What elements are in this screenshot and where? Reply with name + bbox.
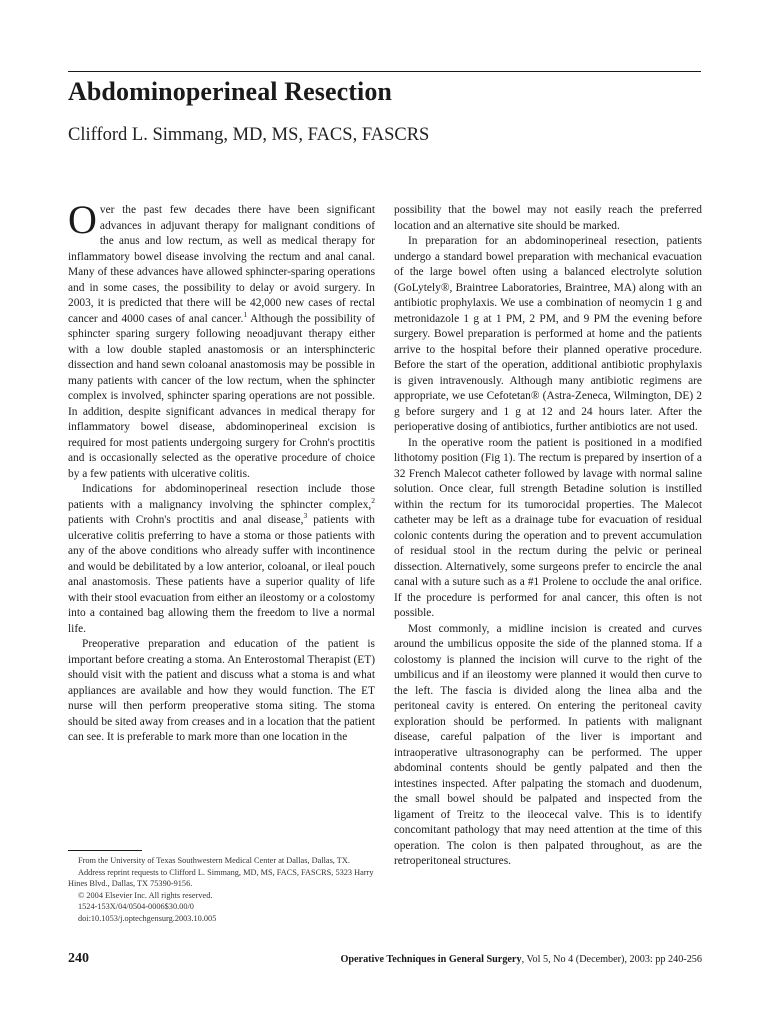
- text-run: Indications for abdominoperineal resection include those patients with a malignancy involving the sphincter complex,: [68, 483, 375, 511]
- paragraph-continuation: possibility that the bowel may not easily reach the preferred location and an alternative site should be marked.: [394, 204, 702, 232]
- citation-ref: 3: [303, 511, 308, 521]
- journal-citation: [340, 954, 702, 965]
- footnote-reprint: Address reprint requests to Clifford L. Simmang, MD, MS, FACS, FASCRS, 5323 Harry Hines Blvd., Dallas, TX 75390-9156.: [68, 867, 374, 889]
- time-pm: PM: [505, 312, 523, 325]
- text-run: patients with Crohn's proctitis and anal disease,: [68, 514, 304, 526]
- footnote-affiliation: From the University of Texas Southwestern Medical Center at Dallas, Dallas, TX.: [78, 856, 350, 865]
- citation-ref: 2: [371, 495, 375, 505]
- text-run: Although the possibility of sphincter sparing surgery following neoadjuvant therapy either with a low double stapled anastomosis or an intersphincteric dissection and hand sewn coloanal anastomosis may be possible in many patients with cancer of the low rectum, when the sphincter complex is involved, sphincter sparing operations are not possible. In addition, despite significant advances in medical therapy for inflammatory bowel disease, abdominoperineal excision is required for most patients undergoing surgery for Crohn's proctitis and is occasionally selected as the operative procedure of choice by a few patients with ulcerative colitis.: [68, 312, 375, 480]
- paragraph-bowel-prep: [394, 234, 702, 436]
- drop-cap: O: [68, 203, 97, 242]
- time-pm: PM: [539, 312, 556, 325]
- footnote-issn: 1524-153X/04/0504-0006$30.00/0: [78, 902, 194, 912]
- text-run: the evening before surgery. Bowel preparation is performed at home and the patients arrive to the hospital before their planned operative procedure. Before the start of the operation, additional antibiotic prophylaxis is given intravenously. Although many antibiotic regimens are appropriate, we use Cefotetan® (Astra-Zeneca, Wilmington, DE) 2 g before surgery and 1 g at 12 and 24 hours later. After the perioperative dosing of antibiotics, further antibiotics are not used.: [394, 312, 702, 433]
- footnotes: [68, 855, 378, 925]
- page-number: 240: [68, 951, 89, 966]
- paragraph-indications: [68, 482, 375, 637]
- article-title: Abdominoperineal Resection: [68, 77, 392, 106]
- paragraph-intro: [68, 203, 375, 482]
- text-run: In preparation for an abdominoperineal resection, patients undergo a standard bowel preparation with mechanical evacuation of the large bowel often using a balanced electrolyte solution (GoLytely®, Braintree Laboratories, Braintree, MA) along with an antibiotic prophylaxis. We use a combination of neomycin 1 g and metronidazole 1 g at 1: [394, 235, 702, 325]
- paragraph-incision: Most commonly, a midline incision is created and curves around the umbilicus opposite the side of the planned stoma. If a colostomy is planned the incision will curve to the right of the umbilicus and if an ileostomy were planned it would then curve to the left. The fascia is divided along the linea alba and the peritoneal cavity is entered. On entering the peritoneal cavity exploration should be performed. In patients with malignant disease, careful palpation of the liver is important and intraoperative ultrasonography can be performed. The upper abdominal contents should be gently palpated and then the intestines inspected. After palpating the stomach and duodenum, the small bowel should be palpated and inspected from the ligament of Treitz to the ileocecal valve. This is to identify concomitant pathology that may need attention at the time of this operation. The colon is then palpated throughout, as are the retroperitoneal structures.: [394, 622, 702, 867]
- text-run: patients with ulcerative colitis preferring to have a stoma or those patients with any of the above conditions who already suffer with incontinence and would be debilitated by a low anterior, coloanal, or ileal pouch anal anastomosis. These patients have a superior quality of life with their stool evacuation from either an ileostomy or a colostomy into a contained bag allowing them the freedom to live a normal life.: [68, 514, 375, 635]
- footnote-doi: doi:10.1053/j.optechgensurg.2003.10.005: [78, 913, 217, 923]
- journal-issue: , Vol 5, No 4 (December), 2003: pp 240-256: [521, 954, 702, 965]
- journal-name: Operative Techniques in General Surgery: [340, 954, 522, 965]
- footnote-rule: [68, 850, 142, 851]
- right-column: [394, 203, 702, 938]
- text-run: ver the past few decades there have been significant advances in adjuvant therapy for malignant conditions of the anus and low rectum, as well as medical therapy for inflammatory bowel disease involving the rectum and anal canal. Many of these advances have allowed sphincter-sparing operations and in some cases, the possibility to delay or avoid surgery. In 2003, it is predicted that there will be 42,000 new cases of rectal cancer and 4000 cases of anal cancer.: [68, 204, 375, 325]
- author-line: Clifford L. Simmang, MD, MS, FACS, FASCRS: [68, 125, 430, 145]
- footnote-copyright: © 2004 Elsevier Inc. All rights reserved.: [78, 890, 213, 900]
- paragraph-preoperative: Preoperative preparation and education of the patient is important before creating a stoma. An Enterostomal Therapist (ET) should visit with the patient and discuss what a stoma is and what appliances are available and how they would function. The ET nurse will then perform preoperative stoma siting. The stoma should be sited away from creases and in a location that the patient can see. It is preferable to mark more than one location in the: [68, 638, 375, 743]
- text-run: , 2: [522, 312, 540, 325]
- paragraph-positioning: In the operative room the patient is positioned in a modified lithotomy position (Fig 1). The rectum is prepared by insertion of a 32 French Malecot catheter followed by lavage with normal saline solution. Once clear, full strength Betadine solution is instilled within the rectum for its tumorocidal properties. The Malecot catheter may be left as a drainage tube for evacuation of residual colonic contents during the operation and to prevent accumulation of residual stool in the rectum during the pelvic or perineal dissection. Alternatively, some surgeons prefer to encircle the anal canal with a suture such as a #1 Prolene to occlude the anal orifice. If the procedure is performed for anal cancer, this often is not possible.: [394, 436, 702, 619]
- citation-ref: 1: [243, 309, 248, 319]
- left-column: [68, 203, 375, 843]
- top-rule: [68, 71, 701, 72]
- text-run: , and 9: [555, 312, 594, 325]
- time-pm: PM: [593, 312, 611, 325]
